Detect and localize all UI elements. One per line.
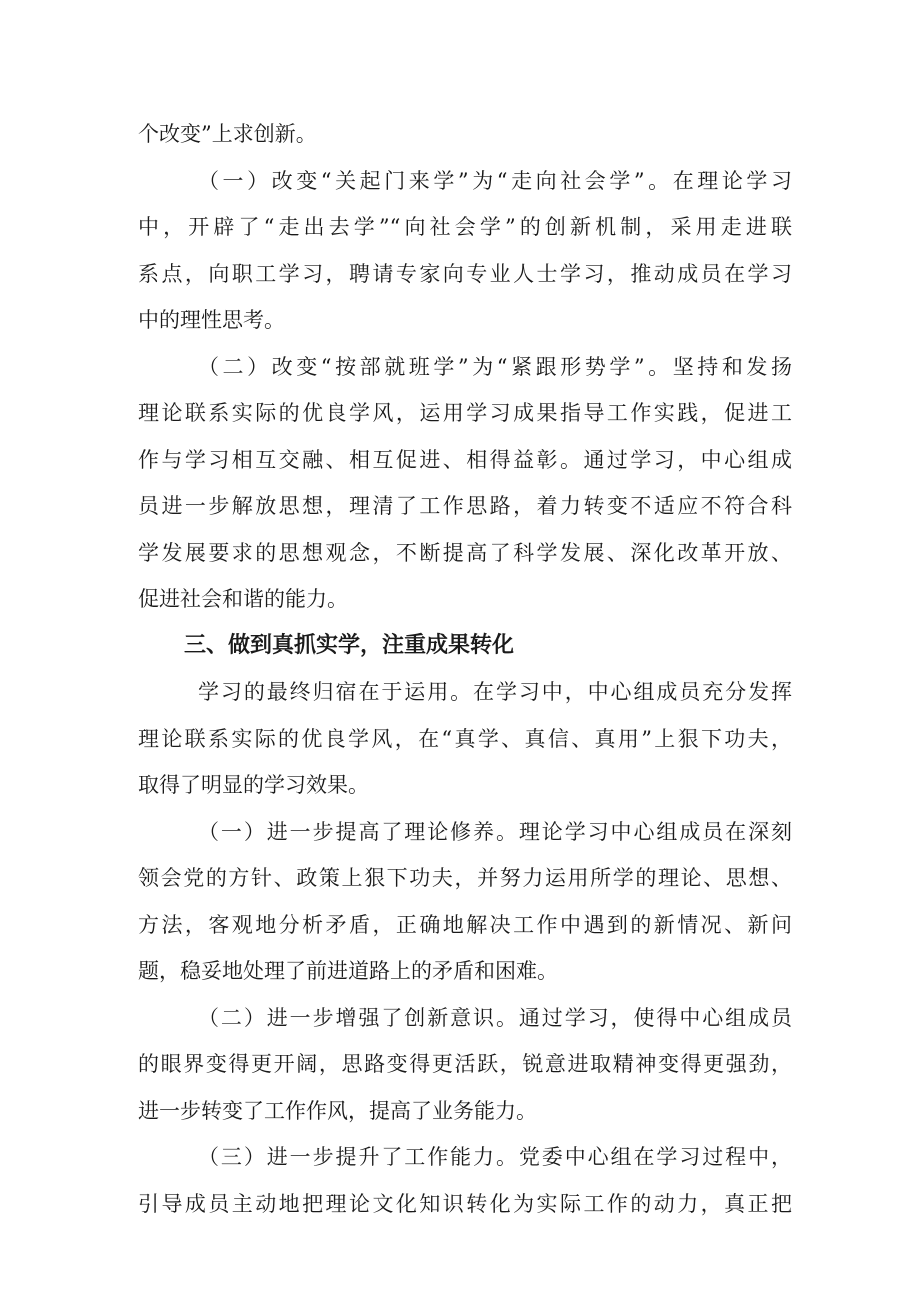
paragraph-start-line: （一）改变“关起门来学”为“走向社会学”。在理论学习 — [198, 168, 792, 193]
section-heading: 三、做到真抓实学，注重成果转化 — [184, 632, 515, 658]
text-line: 领会党的方针、政策上狠下功夫，并努力运用所学的理论、思想、 — [138, 866, 792, 890]
text-line: 作与学习相互交融、相互促进、相得益彰。通过学习，中心组成 — [138, 447, 792, 472]
paragraph-start-line: （二）改变“按部就班学”为“紧跟形势学”。坚持和发扬 — [198, 354, 792, 379]
text-line: 引导成员主动地把理论文化知识转化为实际工作的动力，真正把 — [138, 1191, 792, 1216]
text-line: 的眼界变得更开阔，思路变得更活跃，锐意进取精神变得更强劲， — [138, 1052, 792, 1076]
text-line: 理论联系实际的优良学风，在“真学、真信、真用”上狠下功夫， — [138, 726, 792, 751]
text-line: 系点，向职工学习，聘请专家向专业人士学习，推动成员在学习 — [138, 261, 792, 286]
text-line: 促进社会和谐的能力。 — [138, 587, 348, 611]
paragraph-start-line: （一）进一步提高了理论修养。理论学习中心组成员在深刻 — [198, 819, 792, 844]
text-line: 个改变”上求创新。 — [138, 122, 317, 146]
text-line: 方法，客观地分析矛盾，正确地解决工作中遇到的新情况、新问 — [138, 912, 792, 937]
paragraph-start-line: （三）进一步提升了工作能力。党委中心组在学习过程中， — [198, 1145, 792, 1169]
paragraph-start-line: （二）进一步增强了创新意识。通过学习，使得中心组成员 — [198, 1005, 792, 1030]
document-body — [138, 111, 792, 1227]
text-line: 题，稳妥地处理了前进道路上的矛盾和困难。 — [138, 959, 558, 983]
paragraph-start-line: 学习的最终归宿在于运用。在学习中，中心组成员充分发挥 — [198, 680, 792, 704]
text-line: 学发展要求的思想观念，不断提高了科学发展、深化改革开放、 — [138, 540, 792, 565]
text-line: 取得了明显的学习效果。 — [138, 773, 369, 797]
text-line: 理论联系实际的优良学风，运用学习成果指导工作实践，促进工 — [138, 401, 792, 425]
text-line: 进一步转变了工作作风，提高了业务能力。 — [138, 1098, 537, 1123]
text-line: 中，开辟了“走出去学”“向社会学”的创新机制，采用走进联 — [138, 215, 792, 239]
text-line: 员进一步解放思想，理清了工作思路，着力转变不适应不符合科 — [138, 494, 792, 518]
text-line: 中的理性思考。 — [138, 308, 285, 332]
